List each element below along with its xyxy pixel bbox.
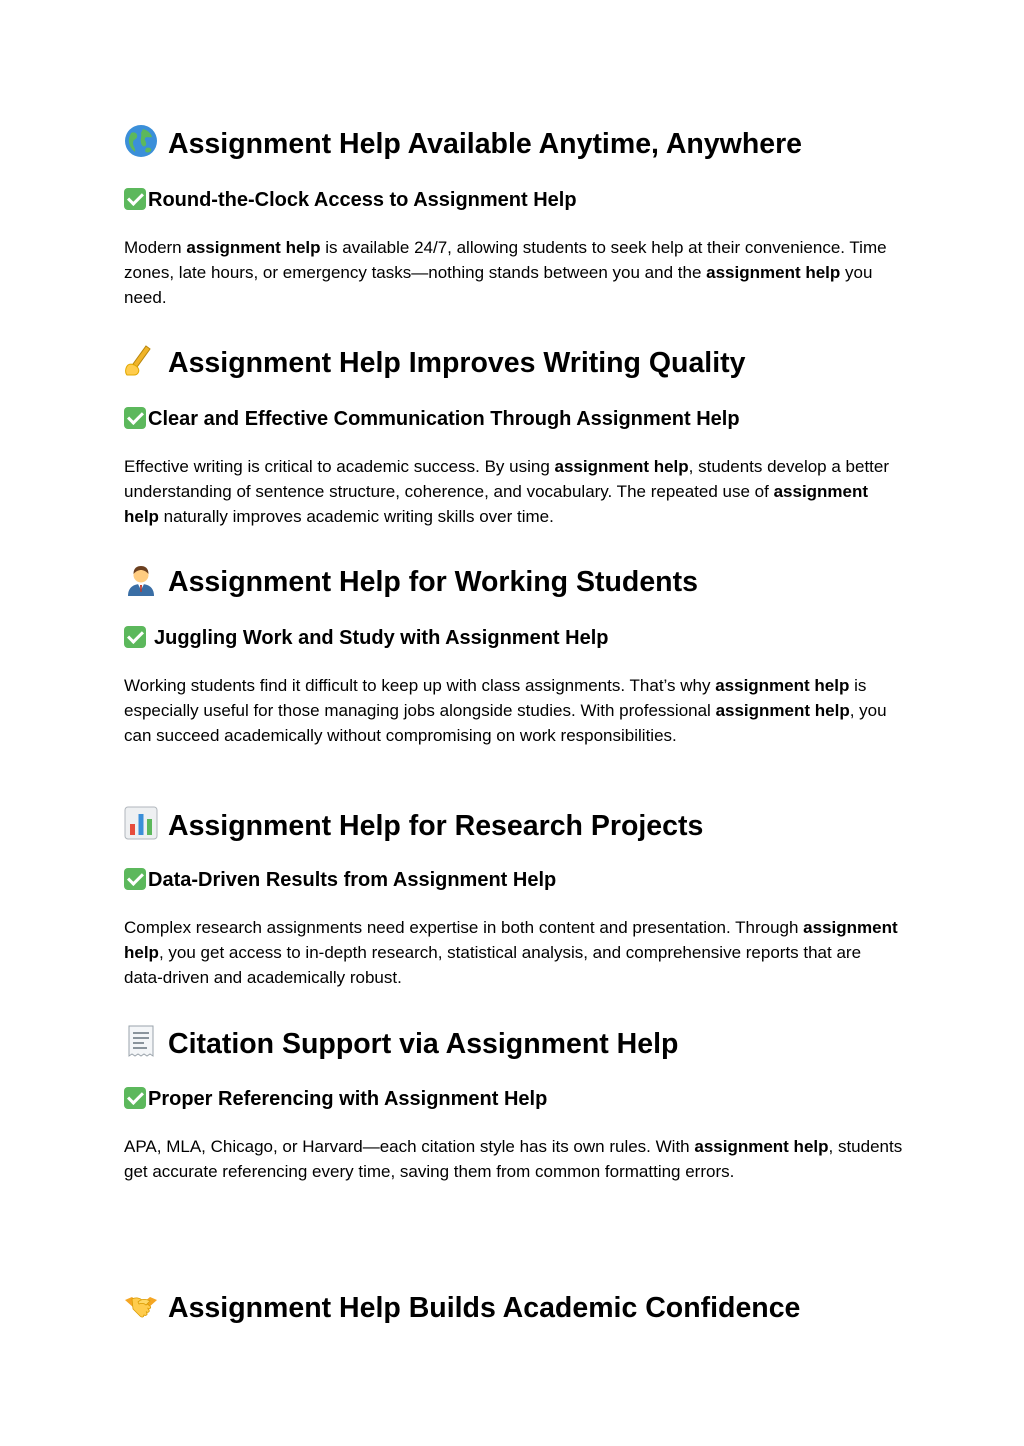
section-heading-text: Assignment Help Available Anytime, Anywhere bbox=[168, 128, 803, 160]
section-subheading bbox=[124, 867, 556, 893]
section-heading bbox=[124, 1024, 678, 1061]
section-subheading bbox=[124, 1086, 547, 1112]
section-subheading-text: Clear and Effective Communication Through Assignment Help bbox=[148, 408, 740, 430]
section-subheading-text: Round-the-Clock Access to Assignment Help bbox=[148, 189, 577, 211]
bold-text-run: assignment help bbox=[124, 482, 869, 526]
section-subheading-text: Proper Referencing with Assignment Help bbox=[148, 1088, 548, 1110]
text-run: Complex research assignments need expertise in both content and presentation. Through bbox=[124, 918, 804, 937]
bold-text-run: assignment help bbox=[715, 701, 850, 720]
text-run: is especially useful for those managing jobs alongside studies. With professional bbox=[124, 676, 867, 720]
text-run: Effective writing is critical to academic success. By using bbox=[124, 457, 555, 476]
section-heading-text: Citation Support via Assignment Help bbox=[168, 1028, 679, 1060]
section-heading bbox=[124, 343, 746, 380]
bold-text-run: assignment help bbox=[715, 676, 850, 695]
section-subheading-text: Data-Driven Results from Assignment Help bbox=[148, 869, 557, 891]
bold-text-run: assignment help bbox=[554, 457, 689, 476]
section-subheading-text: Juggling Work and Study with Assignment Help bbox=[154, 627, 609, 649]
section-paragraph bbox=[124, 915, 904, 990]
section-heading bbox=[124, 124, 802, 161]
writing-hand-icon bbox=[124, 343, 158, 377]
section-subheading bbox=[124, 406, 740, 432]
handshake-icon bbox=[124, 1288, 158, 1322]
section-heading-text: Assignment Help Improves Writing Quality bbox=[168, 347, 746, 379]
bold-text-run: assignment help bbox=[706, 263, 841, 282]
text-run: naturally improves academic writing skills over time. bbox=[158, 507, 554, 526]
section-subheading bbox=[124, 187, 577, 213]
check-mark-icon bbox=[124, 626, 146, 648]
text-run: , students get accurate referencing every time, saving them from common formatting errors. bbox=[124, 1137, 903, 1181]
text-run: , students develop a better understanding of sentence structure, coherence, and vocabulary. The repeated use of bbox=[124, 457, 890, 501]
section-paragraph bbox=[124, 235, 904, 310]
section-heading bbox=[124, 1288, 800, 1325]
check-mark-icon bbox=[124, 407, 146, 429]
section-paragraph bbox=[124, 673, 904, 748]
section-subheading bbox=[124, 625, 608, 651]
text-run: you need. bbox=[124, 263, 873, 307]
globe-icon bbox=[124, 124, 158, 158]
check-mark-icon bbox=[124, 188, 146, 210]
receipt-icon bbox=[124, 1024, 158, 1058]
check-mark-icon bbox=[124, 868, 146, 890]
section-paragraph bbox=[124, 454, 904, 529]
section-heading-text: Assignment Help Builds Academic Confidence bbox=[168, 1292, 801, 1324]
text-run: Modern bbox=[124, 238, 187, 257]
section-heading-text: Assignment Help for Working Students bbox=[168, 566, 698, 598]
text-run: , you can succeed academically without compromising on work responsibilities. bbox=[124, 701, 887, 745]
section-heading bbox=[124, 562, 698, 599]
bold-text-run: assignment help bbox=[694, 1137, 829, 1156]
section-paragraph bbox=[124, 1134, 904, 1184]
section-heading-text: Assignment Help for Research Projects bbox=[168, 810, 704, 842]
bar-chart-icon bbox=[124, 806, 158, 840]
text-run: APA, MLA, Chicago, or Harvard—each citation style has its own rules. With bbox=[124, 1137, 695, 1156]
text-run: , you get access to in-depth research, statistical analysis, and comprehensive reports that are data-driven and academically robust. bbox=[124, 943, 862, 987]
bold-text-run: assignment help bbox=[186, 238, 321, 257]
text-run: Working students find it difficult to keep up with class assignments. That’s why bbox=[124, 676, 716, 695]
text-run: is available 24/7, allowing students to seek help at their convenience. Time zones, late hours, or emergency tasks—nothing stands between you and the bbox=[124, 238, 887, 282]
bold-text-run: assignment help bbox=[124, 918, 898, 962]
section-heading bbox=[124, 806, 703, 843]
office-worker-icon bbox=[124, 562, 158, 596]
check-mark-icon bbox=[124, 1087, 146, 1109]
